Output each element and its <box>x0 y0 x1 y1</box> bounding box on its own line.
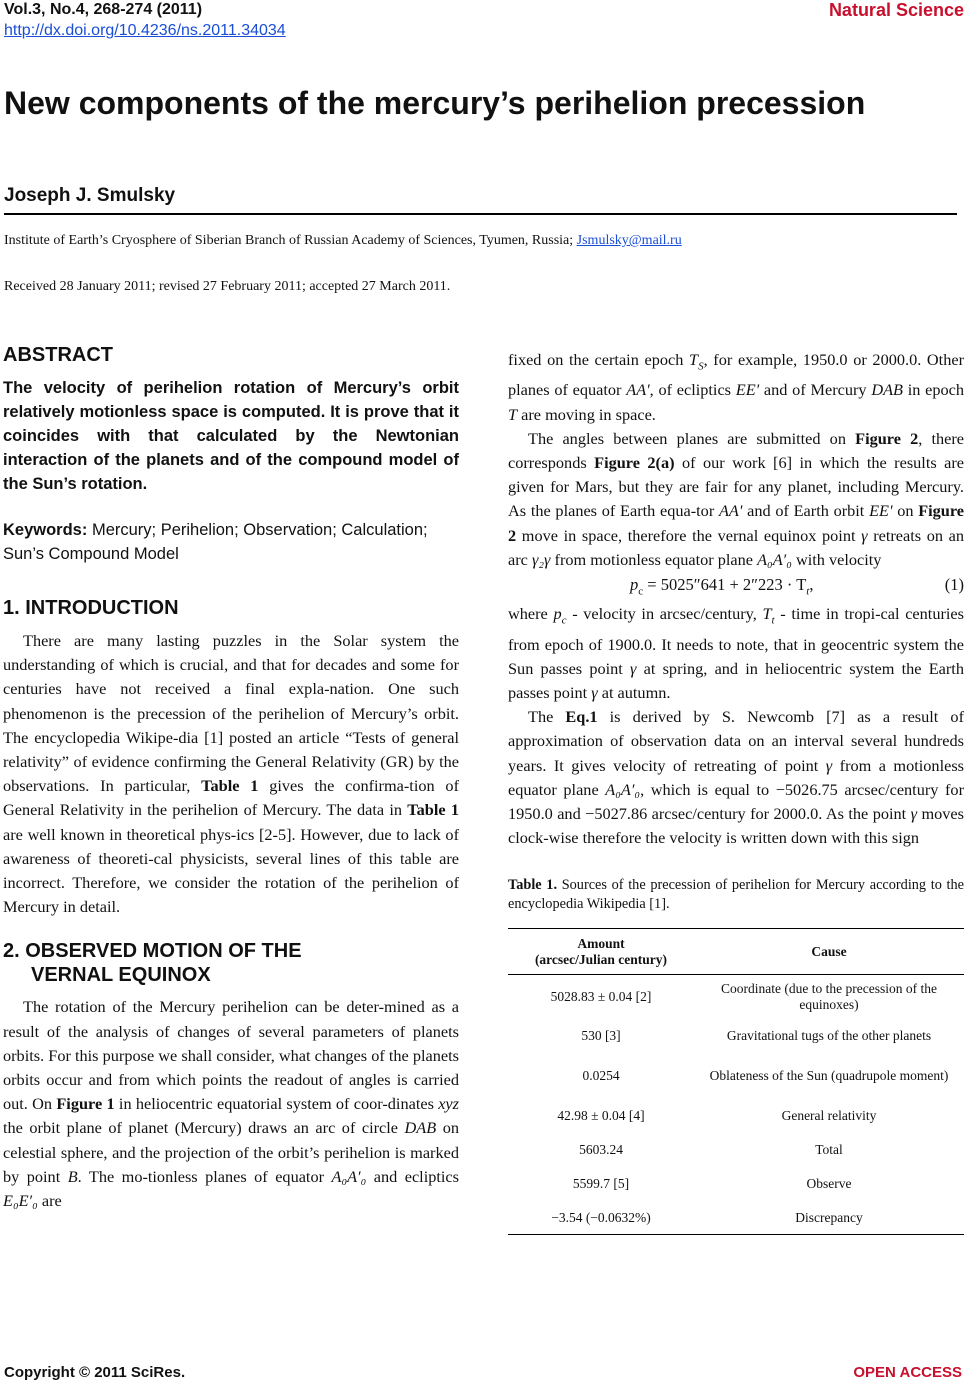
cause-cell: General relativity <box>781 1107 877 1123</box>
table-header-row <box>508 929 964 975</box>
section-2-heading <box>3 939 459 987</box>
doi-link[interactable]: http://dx.doi.org/10.4236/ns.2011.34034 <box>4 22 286 39</box>
r3-a: - velocity in arcsec/century, <box>572 604 757 624</box>
table-row <box>508 1133 964 1167</box>
amount-cell: 5603.24 <box>579 1141 623 1157</box>
precession-table <box>508 928 964 1235</box>
cause-cell: Observe <box>806 1175 852 1191</box>
header-rule <box>4 213 957 215</box>
s2-text-g: are <box>41 1191 62 1211</box>
r1-b: , for example, 1950.0 or 2000.0. Other planes of equator <box>508 350 964 400</box>
table-caption <box>508 876 964 914</box>
table-row <box>508 1167 964 1201</box>
section-1-heading: 1. INTRODUCTION <box>3 597 179 619</box>
cause-cell: Coordinate (due to the precession of the equinoxes) <box>721 981 937 1013</box>
pc-symbol: $p_c$ <box>553 604 567 627</box>
intro-text-a: There are many lasting puzzles in the Solar system the understanding of which is crucial, and that for decades and some for centuries have not received a final expla-nation. One such phenomenon is the precession of the perihelion of Mercury’s orbit. The encyclopedia Wikipe-dia [1] posted an article “Tests of general relativity” of evidence confirming the General Relativity (GR) by the observations. In particular, <box>3 631 459 796</box>
right-paragraph-1 <box>508 348 964 427</box>
section-2-heading-line2: VERNAL EQUINOX <box>31 964 211 987</box>
table-caption-text: Sources of the precession of perihelion for Mercury according to the encyclopedia Wikipedia [1]. <box>508 877 964 913</box>
figure-2-ref: Figure 2 <box>508 501 965 545</box>
journal-name: Natural Science <box>828 0 964 20</box>
r4-b: is derived by S. Newcomb [7] as a result of approximation of observation data on an interval several hundreds years. It gives velocity of retreating of point <box>508 707 964 775</box>
e0e0-symbol: E₀E′₀ <box>3 1191 38 1211</box>
gamma-symbol: γ <box>630 658 637 678</box>
equation-body: $p_c = 5025''641 + 2''223 \cdot T_t$, <box>630 575 814 598</box>
gamma-symbol: γ <box>910 803 918 823</box>
table-row <box>508 1053 964 1099</box>
r3-d: at autumn. <box>601 682 671 702</box>
table-ref: Table 1 <box>407 800 460 820</box>
r4-e: moves clock-wise therefore the velocity is written down with this sign <box>508 803 964 848</box>
paper-title: New components of the mercury’s perihelion precession <box>4 85 866 121</box>
eq1-ref: Eq.1 <box>565 707 598 727</box>
r1-c: , of ecliptics <box>649 380 732 400</box>
r2-a: The angles between planes are submitted on <box>528 428 846 448</box>
aa-symbol: AA' <box>718 501 743 521</box>
open-access-label: OPEN ACCESS <box>853 1364 962 1381</box>
table-row <box>508 1201 964 1235</box>
r3-c: at spring, and in heliocentric system the Earth passes point <box>508 658 964 702</box>
r1-f: are moving in space. <box>521 404 656 424</box>
right-column <box>508 348 964 1235</box>
cause-cell: Discrepancy <box>795 1209 863 1225</box>
right-paragraph-4 <box>508 705 964 850</box>
table-row <box>508 1019 964 1053</box>
r2-g: retreats on an arc <box>508 525 965 569</box>
r4-a: The <box>528 707 554 727</box>
gamma-symbol: γ <box>861 525 868 545</box>
received-dates: Received 28 January 2011; revised 27 February 2011; accepted 27 March 2011. <box>4 279 451 294</box>
r4-c: from a motionless equator plane <box>508 755 964 799</box>
a0a0-symbol: A₀A′₀ <box>757 549 792 569</box>
right-paragraph-3 <box>508 602 964 705</box>
b-symbol: B <box>67 1166 78 1186</box>
table-ref: Table 1 <box>201 776 259 796</box>
cause-cell: Gravitational tugs of the other planets <box>726 1027 932 1043</box>
equation-rhs: = 5025″641 + 2″223 · T <box>647 575 807 595</box>
cause-cell: Oblateness of the Sun (quadrupole moment) <box>709 1067 949 1083</box>
abstract-text: The velocity of perihelion rotation of Mercury’s orbit relatively motionless space is computed. It is prove that it coincides with that calculated by the Newtonian interaction of the planets and of the compound model of the Sun’s rotation. <box>3 379 459 493</box>
gamma-symbol: γ <box>825 755 833 775</box>
table-header-amount: Amount (arcsec/Julian century) <box>534 935 668 967</box>
a0a0-symbol: A₀A′₀ <box>331 1166 367 1186</box>
aa-symbol: AA' <box>626 380 650 400</box>
author-name: Joseph J. Smulsky <box>4 185 176 206</box>
table-row <box>508 1099 964 1133</box>
ee-symbol: EE' <box>869 501 893 521</box>
arc-symbol: γ₂γ <box>531 549 551 569</box>
email-link[interactable]: Jsmulsky@mail.ru <box>576 233 682 248</box>
amount-cell: 42.98 ± 0.04 [4] <box>557 1107 645 1123</box>
volume-info: Vol.3, No.4, 268-274 (2011) <box>4 1 203 18</box>
right-paragraph-2 <box>508 427 964 572</box>
abstract-heading: ABSTRACT <box>3 344 113 366</box>
equation-1 <box>508 572 964 602</box>
tt-symbol: $T_t$ <box>762 604 775 627</box>
figure-2-ref: Figure 2 <box>855 428 919 448</box>
amount-cell: 530 [3] <box>581 1027 621 1043</box>
r1-a: fixed on the certain epoch <box>508 350 684 369</box>
amount-cell: 5599.7 [5] <box>572 1175 630 1191</box>
intro-paragraph <box>3 629 459 919</box>
r3-b: - time in tropi-cal centuries from epoch of 1900.0. It needs to note, that in geocentric system the Sun passes point <box>508 604 964 678</box>
amount-cell: −3.54 (−0.0632%) <box>551 1209 651 1225</box>
s2-text-c: the orbit plane of planet (Mercury) draws an arc of circle <box>3 1118 399 1138</box>
r4-d: , which is equal to −5026.75 arcsec/century for 1950.0 and −5027.86 arcsec/century for 2000.0. As the point <box>508 779 964 823</box>
intro-text-c: are well known in theoretical phys-ics [2-5]. However, due to lack of awareness of theoreti-cal physicists, several lines of this table are incorrect. Therefore, we consider the rotation of the perihelion of Mercury in detail. <box>3 824 459 917</box>
dab-symbol: DAB <box>871 380 903 400</box>
a0a0-symbol: A₀A′₀ <box>605 779 641 799</box>
gamma-symbol: γ <box>591 682 598 702</box>
left-column <box>3 343 459 1213</box>
equation-number: (1) <box>944 575 964 595</box>
cause-cell: Total <box>815 1141 843 1157</box>
r1-e: in epoch <box>907 380 965 400</box>
r2-i: with velocity <box>795 549 882 569</box>
s2-text-b: in heliocentric equatorial system of coor-dinates <box>118 1094 434 1114</box>
ts-symbol: $T_S$ <box>689 350 704 373</box>
table-header-cause: Cause <box>811 943 847 959</box>
dab-symbol: DAB <box>404 1118 437 1138</box>
affiliation <box>4 232 682 250</box>
s2-text-a: The rotation of the Mercury perihelion can be deter-mined as a result of the analysis of changes of several parameters of planets orbits. For this purpose we shall consider, what changes of the planets orbits occur and from which points the readout of angles is carried out. On <box>3 997 459 1114</box>
keywords-list: Mercury; Perihelion; Observation; Calculation; Sun’s Compound Model <box>3 521 428 563</box>
r2-f: move in space, therefore the vernal equinox point <box>521 525 856 545</box>
figure-1-ref: Figure 1 <box>56 1094 115 1114</box>
section-2-heading-line1: 2. OBSERVED MOTION OF THE <box>3 940 302 963</box>
table-body <box>508 975 964 1235</box>
section-2-paragraph <box>3 995 459 1213</box>
keywords-label: Keywords: <box>3 521 88 539</box>
r3-where: where <box>508 604 548 624</box>
s2-text-f: and ecliptics <box>373 1166 459 1186</box>
table-caption-label: Table 1. <box>508 877 558 894</box>
amount-cell: 0.0254 <box>582 1067 620 1083</box>
table-row <box>508 975 964 1019</box>
r2-h: from motionless equator plane <box>554 549 754 569</box>
ee-symbol: EE' <box>735 380 760 400</box>
xyz-symbol: xyz <box>438 1094 459 1114</box>
r2-b: , there corresponds <box>508 428 964 473</box>
s2-text-d: on celestial sphere, and the projection of the orbit’s perihelion is marked by point <box>3 1118 459 1186</box>
s2-text-e: . The mo-tionless planes of equator <box>77 1166 325 1186</box>
r1-d: and of Mercury <box>763 380 867 400</box>
copyright: Copyright © 2011 SciRes. <box>4 1364 186 1381</box>
intro-text-b: gives the confirma-tion of General Relativity in the perihelion of Mercury. The data in <box>3 776 459 820</box>
r2-d: and of Earth orbit <box>747 501 865 521</box>
r2-c: of our work [6] in which the results are given for Mars, but they are fair for any planet, including Mercury. As the planes of Earth equa-tor <box>508 453 964 521</box>
r2-e: on <box>897 501 914 521</box>
t-symbol: T <box>508 404 518 424</box>
figure-2a-ref: Figure 2(a) <box>594 453 675 473</box>
amount-cell: 5028.83 ± 0.04 [2] <box>550 989 652 1005</box>
keywords <box>3 518 459 566</box>
affiliation-text: Institute of Earth’s Cryosphere of Siberian Branch of Russian Academy of Sciences, Tyumen, Russia; <box>4 233 574 248</box>
